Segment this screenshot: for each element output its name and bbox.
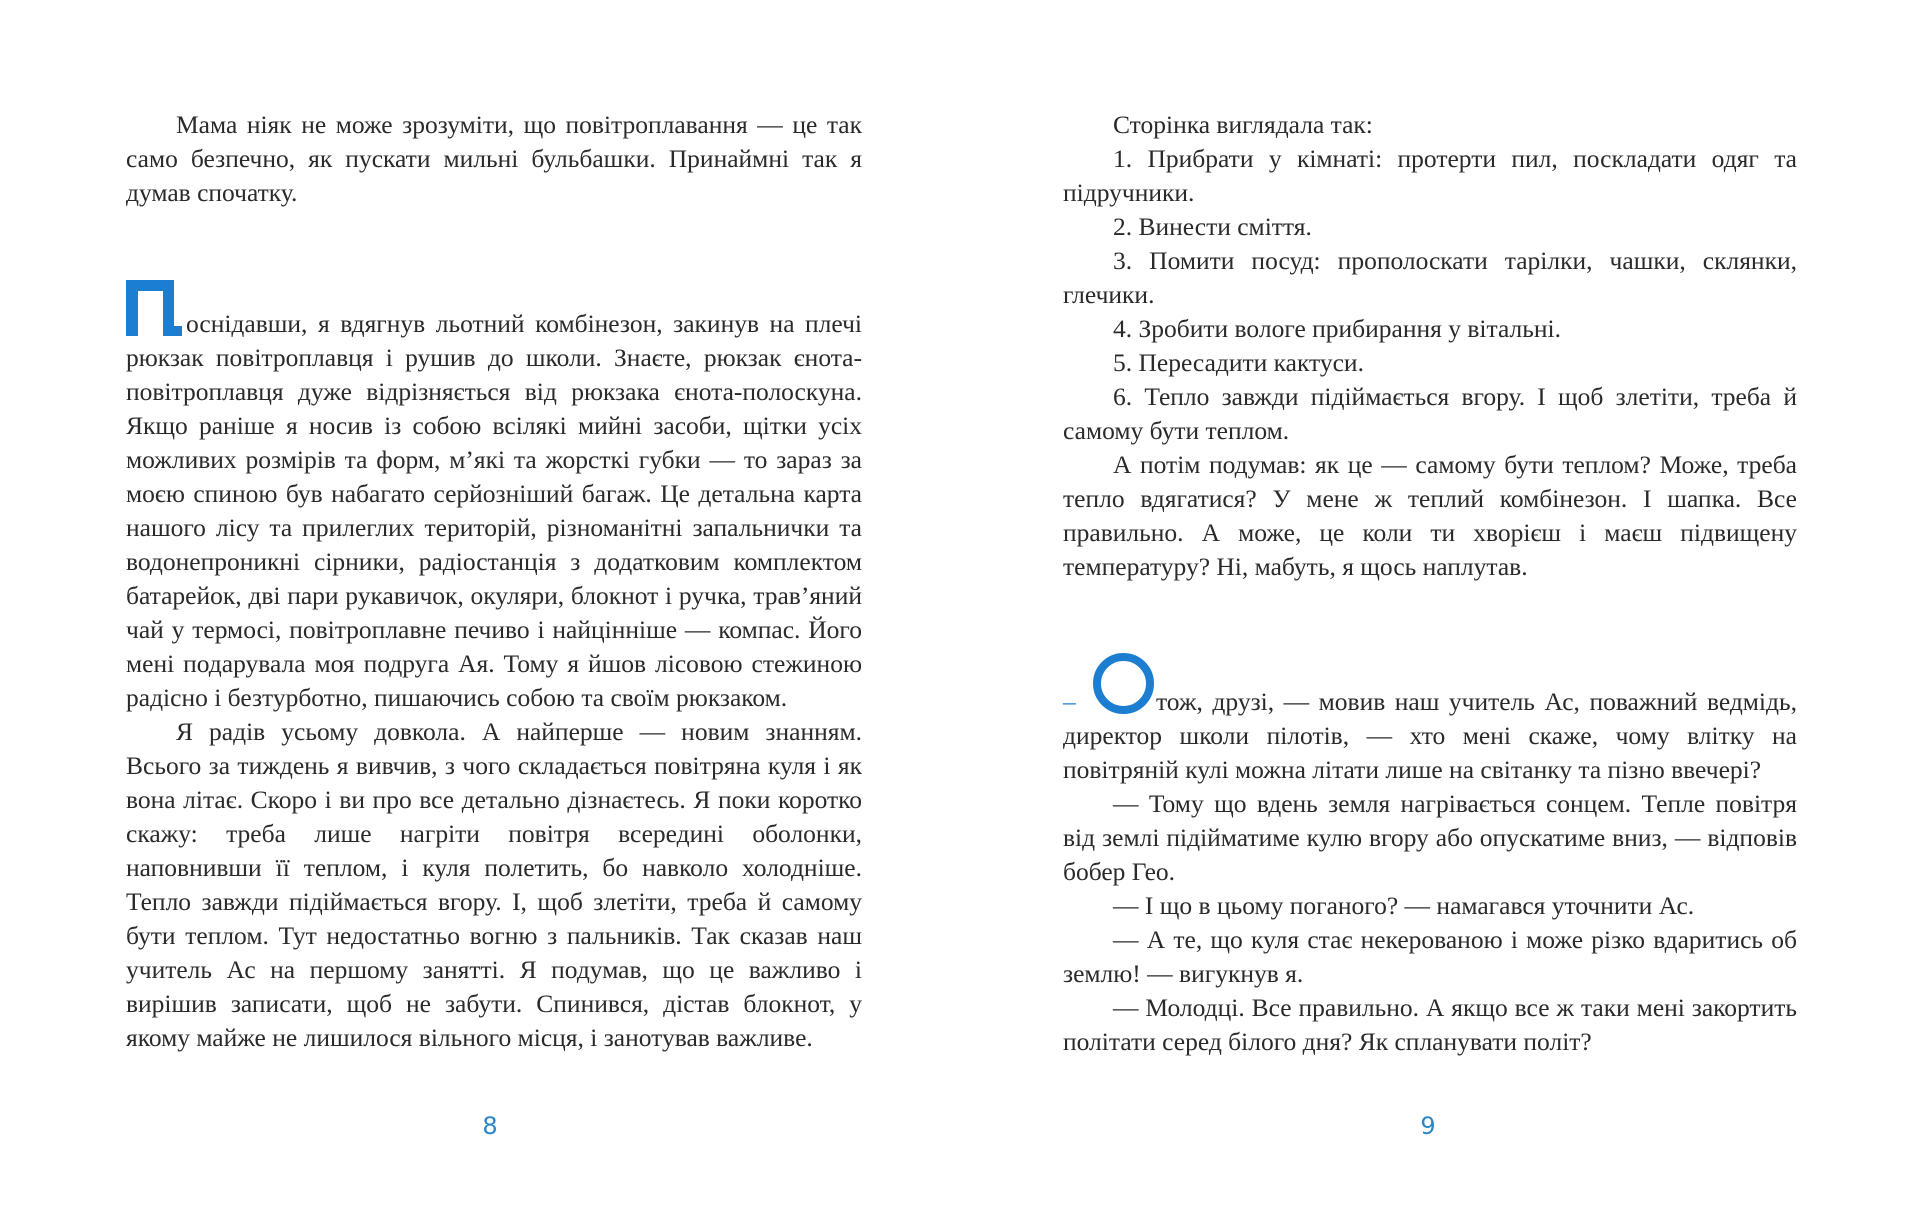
paragraph: Я радів усьому довкола. А найперше — новим знанням. Всього за тиждень я вивчив, з чого складається повітряна куля і як вона літає. Скоро і ви про все детально дізнаєтесь. Я поки коротко скажу: треба лише нагріти повітря всередині оболонки, наповнивши її теплом, і куля полетить, бо навколо холодніше. Тепло завжди підіймається вгору. І, щоб злетіти, треба й самому бути теплом. Тут недостатньо вогню з пальників. Так сказав наш учитель Ас на першому занятті. Я подумав, що це важливо і вирішив записати, щоб не забути. Спинився, дістав блокнот, у якому майже не лишилося вільного місця, і занотував важливе. xyxy=(126,717,862,1052)
section-break xyxy=(1063,584,1797,653)
dropcap-paragraph xyxy=(1063,653,1797,787)
section-break xyxy=(126,210,862,280)
dialogue-line: — Тому що вдень земля нагрівається сонцем. Тепле повітря від землі підійматиме кулю вгору або опускатиме вниз, — відповів бобер Гео. xyxy=(1063,789,1797,886)
dropcap-letter-o xyxy=(1093,653,1154,714)
paragraph-text: тож, друзі, — мовив наш учитель Ас, поважний ведмідь, директор школи пілотів, — хто мені скаже, чому влітку на повітряній кулі можна літати лише на світанку та пізно ввечері? xyxy=(1063,687,1797,784)
list-item: 6. Тепло завжди підіймається вгору. І щоб злетіти, треба й самому бути теплом. xyxy=(1063,382,1797,445)
list-intro: Сторінка виглядала так: xyxy=(1113,110,1373,139)
paragraph: Мама ніяк не може зрозуміти, що повітроплавання — це так само безпечно, як пускати мильні бульбашки. Принаймні так я думав спочатку. xyxy=(126,110,862,207)
list-item: 2. Винести сміття. xyxy=(1113,212,1312,241)
right-page-text xyxy=(1063,108,1797,1059)
page-number: 9 xyxy=(1420,1112,1436,1140)
paragraph: А потім подумав: як це — самому бути теплом? Може, треба тепло вдягатися? У мене ж теплий комбінезон. І шапка. Все правильно. А може, це коли ти хворієш і маєш підвищену температуру? Ні, мабуть, я щось наплутав. xyxy=(1063,450,1797,581)
dialogue-line: — Молодці. Все правильно. А якщо все ж таки мені закортить політати серед білого дня? Як спланувати політ? xyxy=(1063,993,1797,1056)
list-item: 3. Помити посуд: прополоскати тарілки, чашки, склянки, глечики. xyxy=(1063,246,1797,309)
dialogue-line: — І що в цьому поганого? — намагався уточнити Ас. xyxy=(1113,891,1695,920)
list-item: 4. Зробити вологе прибирання у вітальні. xyxy=(1113,314,1561,343)
dropcap-paragraph xyxy=(126,280,862,715)
left-page-text xyxy=(126,108,862,1055)
list-item: 1. Прибрати у кімнаті: протерти пил, поскладати одяг та підручники. xyxy=(1063,144,1797,207)
dialogue-line: — А те, що куля стає некерованою і може різко вдаритись об землю! — вигукнув я. xyxy=(1063,925,1797,988)
page-number: 8 xyxy=(482,1112,498,1140)
dropcap-letter-p xyxy=(126,280,182,336)
dialogue-dash: – xyxy=(1063,687,1076,716)
list-item: 5. Пересадити кактуси. xyxy=(1113,348,1364,377)
paragraph-text: оснідавши, я вдягнув льотний комбінезон, закинув на плечі рюкзак повітроплавця і рушив до школи. Знаєте, рюкзак єнота-повітроплавця дуже відрізняється від рюкзака єнота-полоскуна. Якщо раніше я носив із собою всілякі мийні засоби, щітки усіх можливих розмірів та форм, м’які та жорсткі губки — то зараз за моєю спиною був набагато серйозніший багаж. Це детальна карта нашого лісу та прилеглих територій, різноманітні запальнички та водонепроникні сірники, радіостанція з додатковим комплектом батарейок, дві пари рукавичок, окуляри, блокнот і ручка, трав’яний чай у термосі, повітроплавне печиво і найцінніше — компас. Його мені подарувала моя подруга Ая. Тому я йшов лісовою стежиною радісно і безтурботно, пишаючись собою та своїм рюкзаком. xyxy=(126,309,862,712)
right-page xyxy=(960,0,1920,1213)
